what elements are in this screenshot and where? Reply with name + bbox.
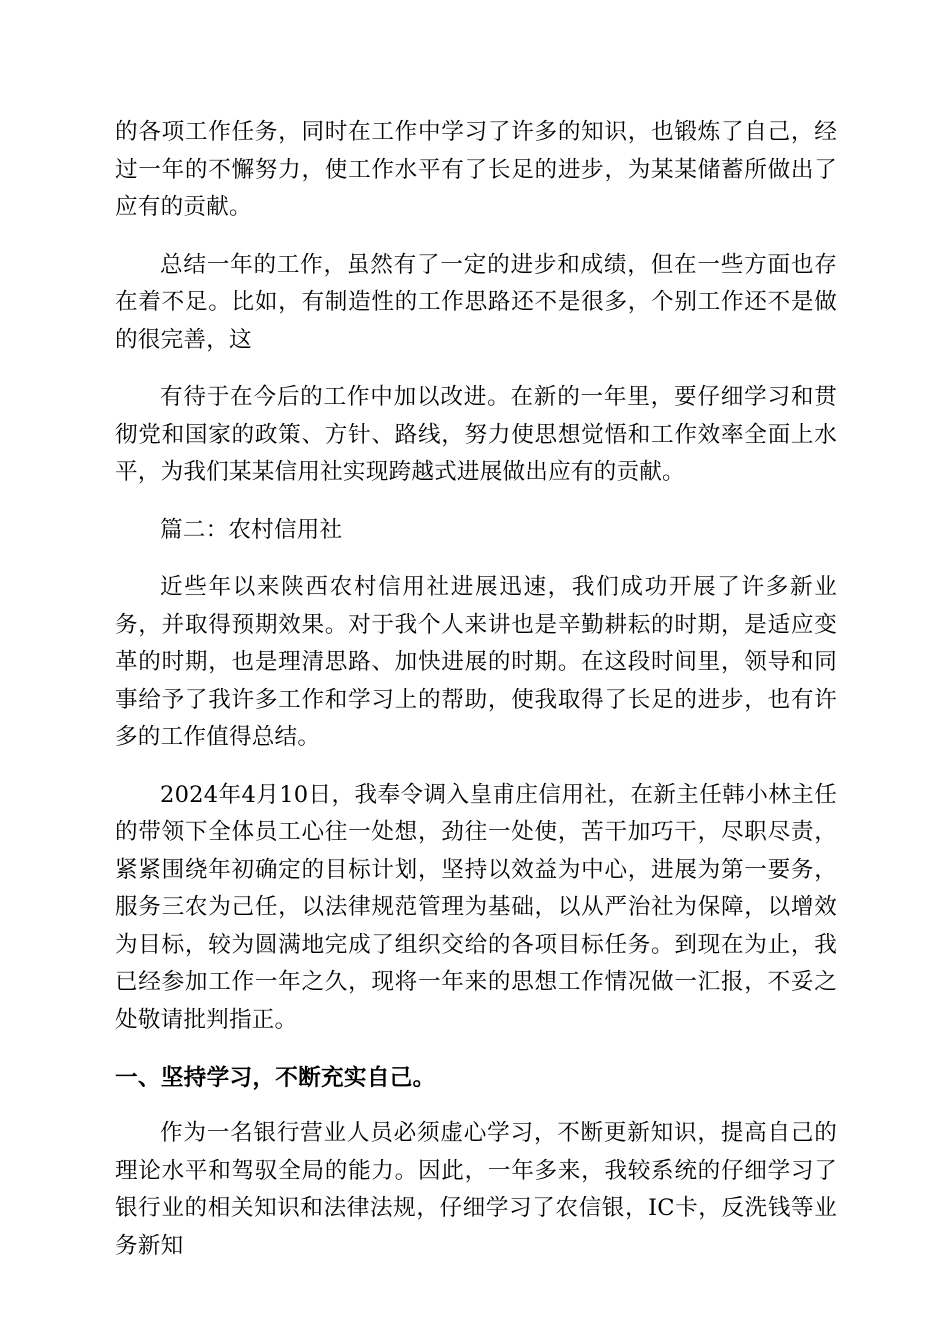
section-heading: 一、坚持学习，不断充实自己。	[115, 1065, 436, 1091]
paragraph-intro: 近些年以来陕西农村信用社进展迅速，我们成功开展了许多新业务，并取得预期效果。对于我个人来讲也是辛勤耕耘的时期，是适应变革的时期，也是理清思路、加快进展的时期。在这段时间里，领导和同事给予了我许多工作和学习上的帮助，使我取得了长足的进步，也有许多的工作值得总结。	[115, 574, 837, 750]
paragraph-study: 作为一名银行营业人员必须虚心学习，不断更新知识，提高自己的理论水平和驾驭全局的能力。因此，一年多来，我较系统的仔细学习了银行业的相关知识和法律法规，仔细学习了农信银，IC卡，反洗钱等业务新知	[115, 1120, 837, 1259]
paragraph-continuation: 的各项工作任务，同时在工作中学习了许多的知识，也锻炼了自己，经过一年的不懈努力，使工作水平有了长足的进步，为某某储蓄所做出了应有的贡献。	[115, 119, 837, 220]
section-title-part-two: 篇二：农村信用社	[160, 516, 343, 543]
paragraph-transfer: 2024年4月10日，我奉令调入皇甫庄信用社，在新主任韩小林主任的带领下全体员工心往一处想，劲往一处使，苦干加巧干，尽职尽责，紧紧围绕年初确定的目标计划，坚持以效益为中心，进展为第一要务，服务三农为己任，以法律规范管理为基础，以从严治社为保障，以增效为目标，较为圆满地完成了组织交给的各项目标任务。到现在为止，我已经参加工作一年之久，现将一年来的思想工作情况做一汇报，不妥之处敬请批判指正。	[115, 781, 837, 1033]
document-page	[115, 114, 837, 1285]
paragraph-summary: 总结一年的工作，虽然有了一定的进步和成绩，但在一些方面也存在着不足。比如，有制造性的工作思路还不是很多，个别工作还不是做的很完善，这	[115, 251, 837, 353]
paragraph-improvement: 有待于在今后的工作中加以改进。在新的一年里，要仔细学习和贯彻党和国家的政策、方针、路线，努力使思想觉悟和工作效率全面上水平，为我们某某信用社实现跨越式进展做出应有的贡献。	[115, 384, 837, 485]
